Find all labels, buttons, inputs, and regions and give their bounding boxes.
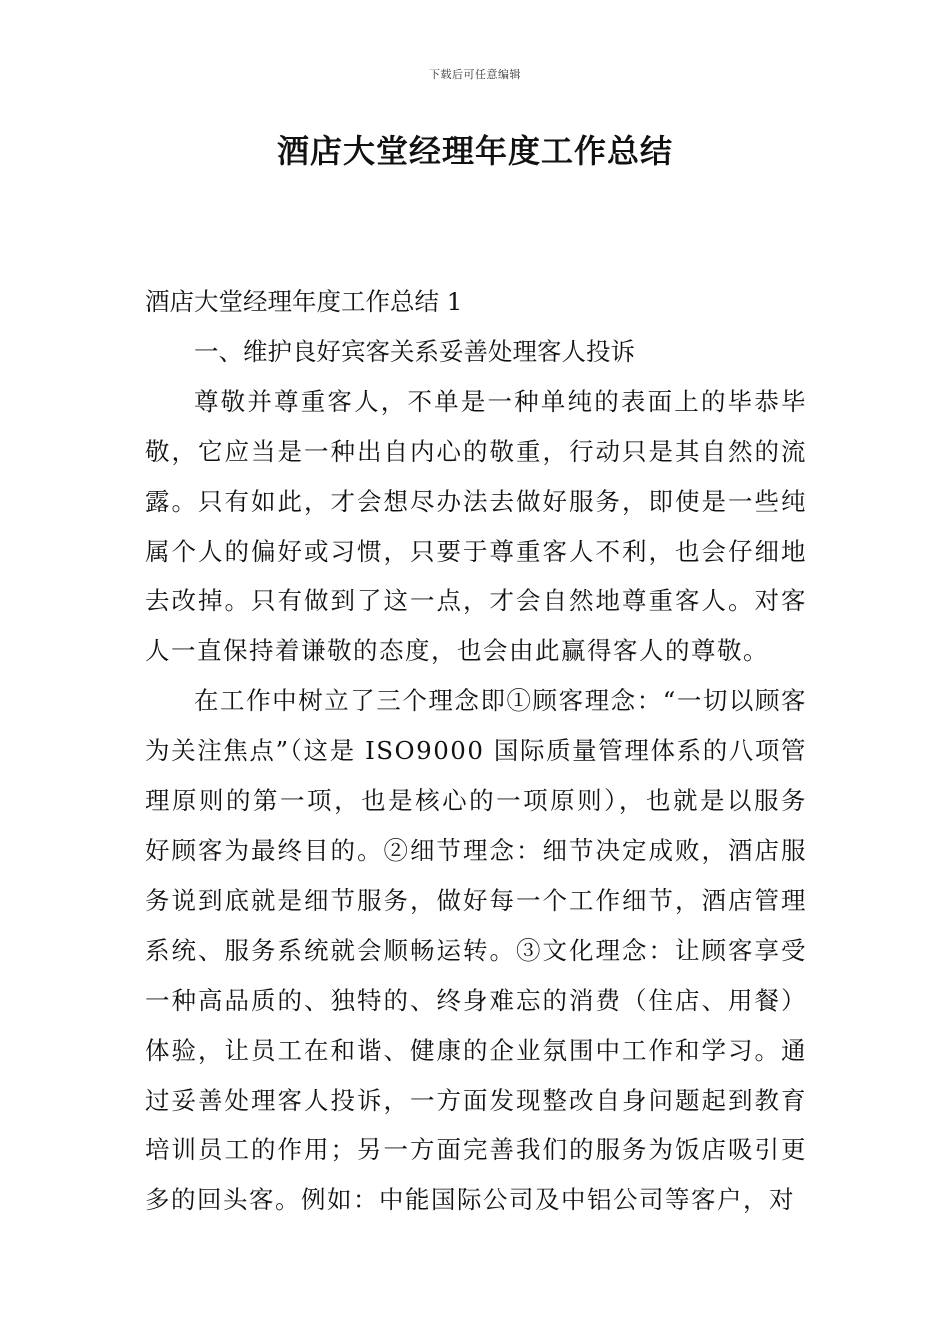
subheading: 一、维护良好宾客关系妥善处理客人投诉 — [194, 336, 635, 366]
header-note: 下载后可任意编辑 — [429, 68, 521, 81]
document-body — [145, 277, 807, 1225]
paragraph-three-concepts: 在工作中树立了三个理念即①顾客理念：“一切以顾客为关注焦点”（这是 ISO9000 国际质量管理体系的八项管理原则的第一项，也是核心的一项原则），也就是以服务好顾客为最终目的。②细节理念：细节决定成败，酒店服务说到底就是细节服务，做好每一个工作细节，酒店管理系统、服务系统就会顺畅运转。③文化理念：让顾客享受一种高品质的、独特的、终身难忘的消费（住店、用餐）体验，让员工在和谐、健康的企业氛围中工作和学习。通过妥善处理客人投诉，一方面发现整改自身问题起到教育培训员工的作用；另一方面完善我们的服务为饭店吸引更多的回头客。例如：中能国际公司及中铝公司等客户，对 — [145, 686, 807, 1215]
paragraph-respect: 尊敬并尊重客人，不单是一种单纯的表面上的毕恭毕敬，它应当是一种出自内心的敬重，行动只是其自然的流露。只有如此，才会想尽办法去做好服务，即使是一些纯属个人的偏好或习惯，只要于尊重客人不利，也会仔细地去改掉。只有做到了这一点，才会自然地尊重客人。对客人一直保持着谦敬的态度，也会由此赢得客人的尊敬。 — [145, 386, 807, 666]
section-title: 酒店大堂经理年度工作总结 1 — [145, 287, 463, 316]
document-title: 酒店大堂经理年度工作总结 — [276, 132, 673, 170]
